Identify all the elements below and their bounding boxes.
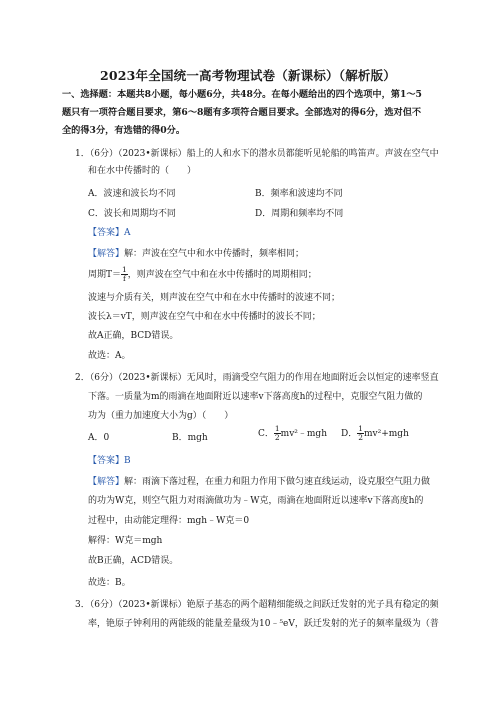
q2-solution-line: 的功为W克，则空气阻力对雨滴做功为﹣W克，雨滴在地面附近以速率v下落高度h的 bbox=[88, 496, 424, 506]
q2-option-d-label: D． bbox=[341, 429, 358, 439]
fraction-denominator: 2 bbox=[274, 433, 280, 442]
q1-period-fraction bbox=[121, 266, 128, 283]
fraction-denominator: f bbox=[123, 274, 126, 283]
q2-solution-text: 解：雨滴下落过程，在重力和阻力作用下做匀速直线运动，设克服空气阻力做 bbox=[124, 477, 431, 487]
q1-solution-line: 故A正确，BCD错误。 bbox=[88, 331, 179, 341]
q2-option-d bbox=[341, 425, 409, 442]
question-2-stem: 2．（6分）（2023•新课标）无风时，雨滴受空气阻力的作用在地面附近会以恒定的速率竖直 bbox=[75, 373, 439, 383]
question-1-stem: 和在水中传播时的（ ） bbox=[88, 166, 197, 176]
question-2-stem: 下落。一质量为m的雨滴在地面附近以速率v下落高度h的过程中，克服空气阻力做的 bbox=[88, 392, 423, 402]
q2-option-c-label: C． bbox=[258, 429, 274, 439]
q1-option-c: C．波长和周期均不同 bbox=[88, 209, 176, 219]
q1-option-b: B．频率和波速均不同 bbox=[255, 189, 343, 199]
q2-option-c-expr: mv²﹣mgh bbox=[280, 429, 327, 439]
q1-solution-line: 波速与介质有关，则声波在空气中和在水中传播时的波速不同； bbox=[88, 293, 341, 303]
q1-period-suffix: ，则声波在空气中和在水中传播时的周期相同； bbox=[127, 270, 317, 280]
page-title: 2023年全国统一高考物理试卷（新课标）（解析版） bbox=[99, 68, 397, 83]
q1-option-a: A．波速和波长均不同 bbox=[88, 189, 176, 199]
q2-answer: 【答案】B bbox=[88, 456, 131, 466]
q2-solution-line: 解得：W克＝mgh bbox=[88, 536, 163, 546]
q2-solution-line: 故B正确，ACD错误。 bbox=[88, 556, 179, 566]
q1-solution-text: 解：声波在空气中和水中传播时，频率相同； bbox=[124, 249, 305, 259]
question-3-stem: 3．（6分）（2023•新课标）铯原子基态的两个超精细能级之间跃迁发射的光子具有稳定的频 bbox=[75, 600, 439, 610]
question-1-stem: 1．（6分）（2023•新课标）船上的人和水下的潜水员都能听见轮船的鸣笛声。声波在空气中 bbox=[75, 149, 439, 159]
q2-option-c bbox=[258, 425, 327, 442]
question-3-stem: 率，铯原子钟利用的两能级的能量差量级为10﹣⁵eV，跃迁发射的光子的频率量级为（普 bbox=[88, 619, 439, 629]
q1-answer: 【答案】A bbox=[88, 228, 131, 238]
half-fraction bbox=[357, 425, 364, 442]
fraction-numerator: 1 bbox=[274, 424, 280, 433]
fraction-numerator: 1 bbox=[122, 265, 127, 274]
q1-solution-line: 波长λ＝vT，则声波在空气中和在水中传播时的波长不同； bbox=[88, 312, 321, 322]
half-fraction bbox=[274, 425, 281, 442]
q1-option-d: D．周期和频率均不同 bbox=[255, 209, 344, 219]
q2-option-b: B．mgh bbox=[172, 433, 208, 443]
fraction-numerator: 1 bbox=[358, 424, 363, 433]
q2-solution-tag: 【解答】 bbox=[88, 477, 125, 487]
q1-period-prefix: 周期T＝ bbox=[88, 270, 122, 280]
q1-conclusion: 故选：A。 bbox=[88, 351, 131, 361]
section-instruction-line: 全的得3分，有选错的得0分。 bbox=[62, 125, 186, 136]
q2-option-a: A．0 bbox=[88, 433, 110, 443]
section-instruction-line: 题只有一项符合题目要求，第6～8题有多项符合题目要求。全部选对的得6分，选对但不 bbox=[62, 107, 422, 118]
question-2-stem: 功为（重力加速度大小为g）（ ） bbox=[88, 411, 234, 421]
q1-period-line bbox=[88, 266, 317, 283]
section-instruction-line: 一、选择题：本题共8小题，每小题6分，共48分。在每小题给出的四个选项中，第1～5 bbox=[62, 89, 422, 100]
q2-solution-line: 过程中，由动能定理得：mgh﹣W克＝0 bbox=[88, 516, 250, 526]
q1-solution-tag: 【解答】 bbox=[88, 249, 125, 259]
q2-conclusion: 故选：B。 bbox=[88, 578, 131, 588]
fraction-denominator: 2 bbox=[358, 433, 363, 442]
q2-solution-line bbox=[88, 476, 430, 488]
q1-solution-line bbox=[88, 248, 304, 260]
q2-option-d-expr: mv²+mgh bbox=[364, 429, 409, 439]
